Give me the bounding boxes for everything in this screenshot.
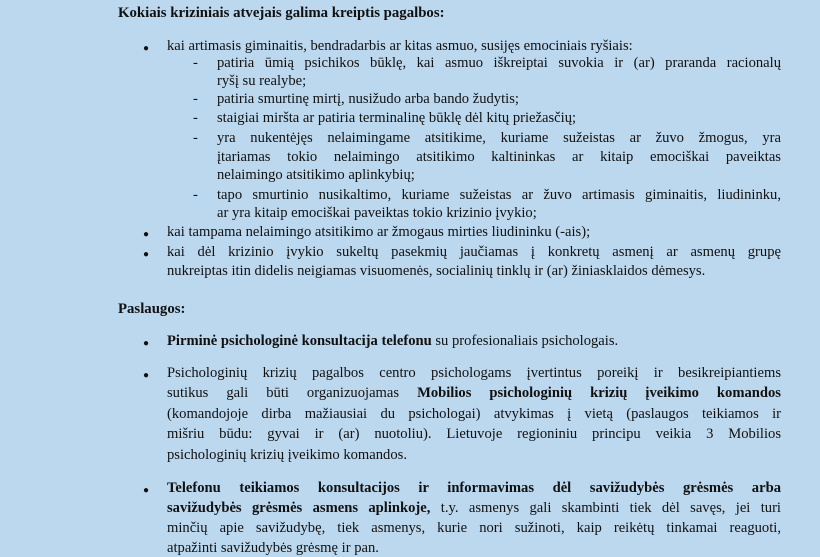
crisis-dash-5a: tapo smurtinio nusikaltimo, kuriame sužeistas ar žuvo artimasis giminaitis, liudininku, [217,187,781,203]
service-2a: Psichologinių krizių pagalbos centro psichologams įvertintus poreikį ir besikreipiantiems [167,365,781,381]
crisis-dash-1b: ryšį su realybe; [217,73,307,89]
crisis-bullet-2: kai tampama nelaimingo atsitikimo ar žmogaus mirties liudininku (-ais); [167,224,591,240]
service-1 [167,333,618,350]
services-heading: Paslaugos: [118,301,186,317]
crisis-heading: Kokiais kriziniais atvejais galima kreiptis pagalbos: [118,5,445,21]
service-2e: psichologinių krizių įveikimo komandos. [167,447,407,463]
crisis-dash-2: patiria smurtinę mirtį, nusižudo arba bando žudytis; [217,91,519,107]
crisis-dash-5b: ar yra kitaip emociškai paveiktas tokio krizinio įvykio; [217,205,537,221]
service-3b-rest: t.y. asmenys gali skambinti tiek dėl savęs, jei turi [430,500,781,516]
crisis-bullet-3a: kai dėl krizinio įvykio sukeltų pasekmių jaučiamas į konkretų asmenį ar asmenų grupę [167,244,781,260]
bullet-icon: ● [143,229,150,240]
bullet-icon: ● [143,370,150,381]
service-2b-bold: Mobilios psichologinių krizių įveikimo komandos [417,385,781,401]
service-2b [167,385,781,402]
service-3c: minčių apie savižudybę, tiek asmenys, kurie nori sužinoti, kaip reikėtų tinkamai reaguoti, [167,520,781,536]
dash-icon: - [193,187,198,203]
dash-icon: - [193,55,198,71]
service-3a: Telefonu teikiamos konsultacijos ir informavimas dėl savižudybės grėsmės arba [167,480,781,496]
dash-icon: - [193,130,198,146]
service-3d: atpažinti savižudybės grėsmę ir pan. [167,540,379,556]
crisis-dash-3: staigiai miršta ar patiria terminalinę būklę dėl kitų priežasčių; [217,110,577,126]
service-1-bold: Pirminė psichologinė konsultacija telefonu [167,333,432,349]
service-2b-pre: sutikus gali būti organizuojamas [167,385,418,401]
service-3b [167,500,781,517]
crisis-bullet-1: kai artimasis giminaitis, bendradarbis ar kitas asmuo, susijęs emociniais ryšiais: [167,38,633,54]
service-1-rest: su profesionaliais psichologais. [431,333,619,349]
service-3b-bold: savižudybės grėsmės asmens aplinkoje, [167,500,431,516]
bullet-icon: ● [143,43,150,54]
service-2d: mišriu būdu: gyvai ir (ar) nuotoliu). Lietuvoje regioniniu principu veikia 3 Mobilios [167,426,781,442]
dash-icon: - [193,91,198,107]
crisis-bullet-3b: nukreiptas itin didelis neigiamas visuomenės, socialinių tinklų ir (ar) žiniasklaidos dėmesys. [167,263,706,279]
crisis-dash-4b: įtariamas tokio nelaimingo atsitikimo kaltininkas ar kitaip emociškai paveiktas [217,149,781,165]
crisis-dash-4c: nelaimingo atsitikimo aplinkybių; [217,167,415,183]
crisis-dash-4a: yra nukentėjęs nelaimingame atsitikime, kuriame sužeistas ar žuvo žmogus, yra [217,130,781,146]
bullet-icon: ● [143,338,150,349]
bullet-icon: ● [143,485,150,496]
bullet-icon: ● [143,249,150,260]
service-2c: (komandojoje dirba mažiausiai du psichologai) atvykimas į vietą (paslaugos teikiamos ir [167,406,781,422]
dash-icon: - [193,110,198,126]
crisis-dash-1a: patiria ūmią psichikos būklę, kai asmuo iškreiptai suvokia ir (ar) praranda racionalų [217,55,781,71]
